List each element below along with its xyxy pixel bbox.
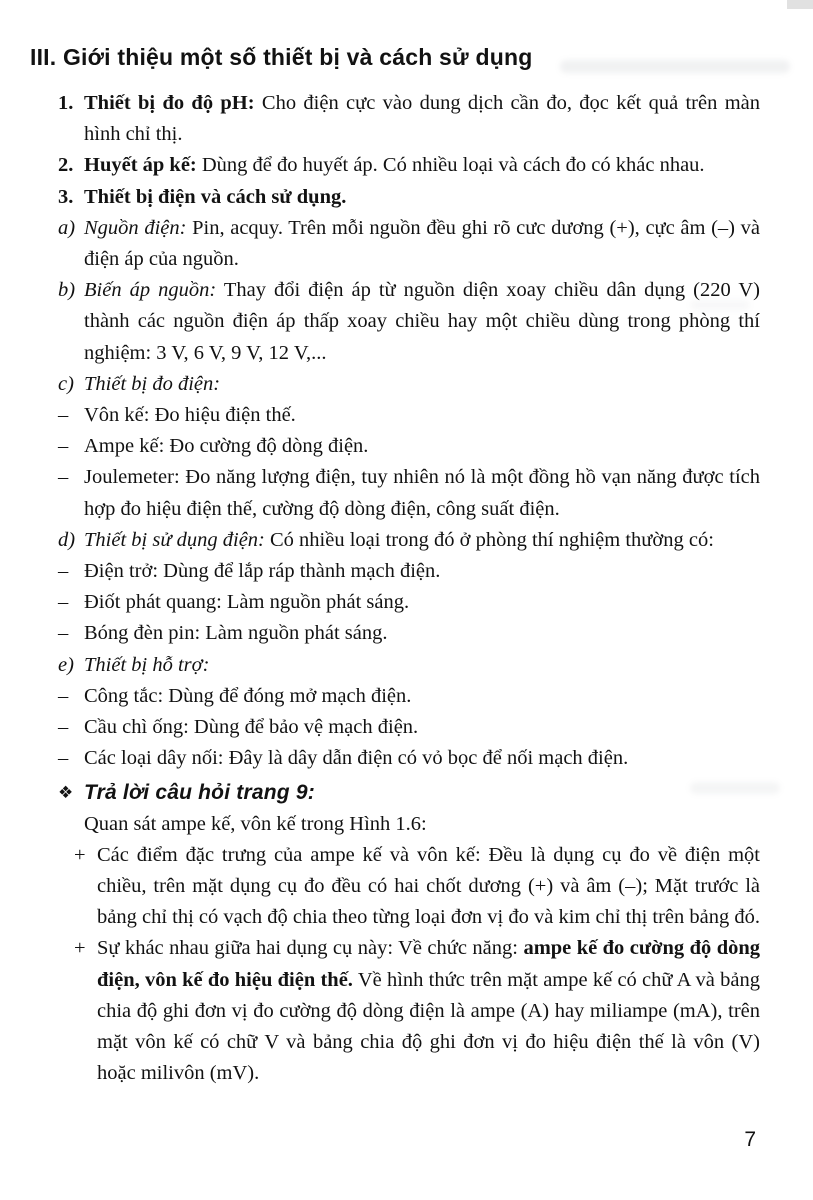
- item-label: Thiết bị điện và cách sử dụng.: [84, 185, 347, 208]
- item-letter: c): [58, 372, 74, 395]
- lettered-item-d: [58, 525, 760, 556]
- dash-item: [58, 400, 760, 431]
- dash-bullet: –: [58, 716, 69, 739]
- item-letter: d): [58, 528, 76, 551]
- dash-bullet: –: [58, 747, 69, 770]
- document-body: [58, 88, 760, 1090]
- dash-text: Điện trở: Dùng để lắp ráp thành mạch điện.: [84, 560, 441, 583]
- answer-section-title-row: [58, 777, 760, 808]
- dash-text: Vôn kế: Đo hiệu điện thế.: [84, 404, 296, 427]
- dash-text: Cầu chì ống: Dùng để bảo vệ mạch điện.: [84, 716, 419, 739]
- answer-intro: Quan sát ampe kế, vôn kế trong Hình 1.6:: [84, 812, 427, 835]
- dash-text: Ampe kế: Đo cường độ dòng điện.: [84, 435, 369, 458]
- item-text: [84, 369, 760, 400]
- dash-text: Công tắc: Dùng để đóng mở mạch điện.: [84, 684, 412, 707]
- dash-item: [58, 587, 760, 618]
- item-label: Huyết áp kế:: [84, 154, 197, 177]
- item-text: [84, 213, 760, 275]
- numbered-item-3: [58, 182, 760, 213]
- item-letter: b): [58, 279, 76, 302]
- dash-text: Joulemeter: Đo năng lượng điện, tuy nhiên nó là một đồng hồ vạn năng được tích hợp đo hiệu điện thế, cường độ dòng điện, công suất điện.: [84, 466, 760, 520]
- answer-point-text-bold: ampe kế đo cường độ dòng điện, vôn kế đo hiệu điện thế.: [97, 937, 760, 991]
- dash-text: Bóng đèn pin: Làm nguồn phát sáng.: [84, 622, 388, 645]
- answer-point-1: [74, 840, 760, 934]
- item-letter: a): [58, 216, 76, 239]
- scan-artifact: [787, 0, 813, 9]
- item-label: Thiết bị hỗ trợ:: [84, 653, 210, 676]
- item-text: [84, 150, 760, 181]
- item-text: [84, 525, 760, 556]
- item-text: [84, 88, 760, 150]
- answer-point-text: Các điểm đặc trưng của ampe kế và vôn kế: Đều là dụng cụ đo về điện một chiều, trên mặt dụng cụ đo đều có hai chốt dương (+) và âm (–); Mặt trước là bảng chỉ thị có vạch độ chia theo từng loại đơn vị đo và kim chỉ thị trên bảng đó.: [97, 843, 760, 929]
- plus-bullet: +: [74, 843, 86, 866]
- answer-intro-row: [58, 809, 760, 840]
- item-text: [84, 275, 760, 369]
- answer-point-text-before: Sự khác nhau giữa hai dụng cụ này: Về chức năng:: [97, 937, 524, 960]
- dash-item: [58, 712, 760, 743]
- numbered-item-2: [58, 150, 760, 181]
- item-label: Thiết bị đo điện:: [84, 372, 221, 395]
- item-body: Pin, acquy. Trên mỗi nguồn đều ghi rõ cưc dương (+), cực âm (–) và điện áp của nguồn.: [84, 216, 761, 271]
- dash-text: Các loại dây nối: Đây là dây dẫn điện có vỏ bọc để nối mạch điện.: [84, 747, 629, 770]
- dash-bullet: –: [58, 435, 69, 458]
- lettered-item-e: [58, 650, 760, 681]
- dash-bullet: –: [58, 622, 69, 645]
- dash-bullet: –: [58, 560, 69, 583]
- item-label: Biến áp nguồn:: [84, 279, 217, 302]
- lettered-item-b: [58, 275, 760, 369]
- dash-bullet: –: [58, 466, 69, 489]
- lettered-item-c: [58, 369, 760, 400]
- item-number: 1.: [58, 92, 74, 114]
- answer-point-2: [74, 933, 760, 1089]
- lettered-item-a: [58, 213, 760, 275]
- item-text: [84, 650, 760, 681]
- item-body: Dùng để đo huyết áp. Có nhiều loại và cách đo có khác nhau.: [201, 154, 705, 177]
- plus-bullet: +: [74, 937, 86, 960]
- dash-item: [58, 618, 760, 649]
- dash-item: [58, 462, 760, 524]
- dash-item: [58, 431, 760, 462]
- numbered-item-1: [58, 88, 760, 150]
- spacer: [58, 809, 84, 840]
- dash-text: Điốt phát quang: Làm nguồn phát sáng.: [84, 591, 410, 614]
- item-label: Thiết bị đo độ pH:: [84, 92, 255, 114]
- item-body: Thay đổi điện áp từ nguồn diện xoay chiều dân dụng (220 V) thành các nguồn điện áp thấp xoay chiều hay một chiều dùng trong phòng thí nghiệm: 3 V, 6 V, 9 V, 12 V,...: [84, 279, 760, 364]
- item-body: Cho điện cực vào dung dịch cần đo, đọc kết quả trên màn hình chỉ thị.: [84, 92, 760, 146]
- dash-item: [58, 556, 760, 587]
- answer-point-text-after: Về hình thức trên mặt ampe kế có chữ A và bảng chia độ ghi đơn vị đo cường độ dòng điện là ampe (A) hay miliampe (mA), trên mặt vôn kế có chữ V và bảng chia độ ghi đơn vị đo hiệu điện thế là vôn (V) hoặc milivôn (mV).: [97, 968, 761, 1085]
- dash-bullet: –: [58, 684, 69, 707]
- item-number: 2.: [58, 154, 74, 177]
- dash-item: [58, 743, 760, 774]
- answer-point-text: [97, 933, 760, 1089]
- item-label: Thiết bị sử dụng điện:: [84, 528, 265, 551]
- answer-section-title: Trả lời câu hỏi trang 9:: [84, 781, 315, 805]
- item-text: [84, 182, 760, 213]
- item-number: 3.: [58, 185, 74, 208]
- section-heading: III. Giới thiệu một số thiết bị và cách sử dụng: [30, 44, 533, 70]
- item-letter: e): [58, 653, 74, 676]
- dash-bullet: –: [58, 591, 69, 614]
- dash-item: [58, 681, 760, 712]
- item-body: Có nhiều loại trong đó ở phòng thí nghiệm thường có:: [270, 528, 714, 551]
- diamond-bullet-icon: ❖: [58, 783, 74, 803]
- page-number: 7: [744, 1128, 756, 1151]
- dash-bullet: –: [58, 404, 69, 427]
- item-label: Nguồn điện:: [84, 216, 187, 239]
